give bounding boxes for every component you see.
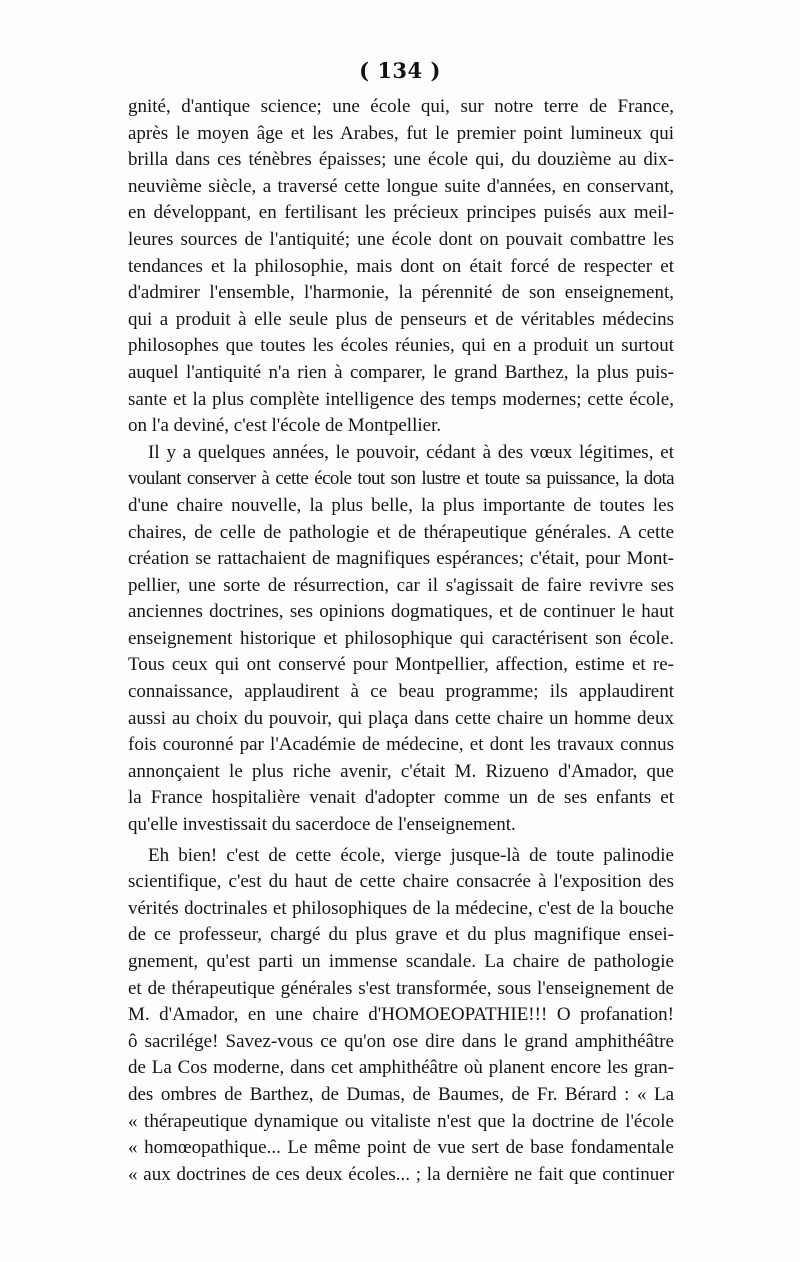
text-line: Il y a quelques années, le pouvoir, cédant à des vœux légitimes, et [148, 441, 674, 463]
text-line: ô sacrilége! Savez-vous ce qu'on ose dire dans le grand amphithéâtre [128, 1030, 674, 1052]
text-line: vérités doctrinales et philosophiques de la médecine, c'est de la bouche [128, 897, 674, 919]
text-line: sante et la plus complète intelligence des temps modernes; cette école, [128, 388, 674, 410]
text-line: et de thérapeutique générales s'est transformée, sous l'enseignement de [128, 977, 674, 999]
text-line: en développant, en fertilisant les précieux principes puisés aux meil- [128, 202, 674, 224]
paragraph-1 [128, 94, 674, 440]
text-line: « homœopathique... Le même point de vue sert de base fondamentale [128, 1137, 674, 1159]
text-line: enseignement historique et philosophique qui caractérisent son école. [128, 627, 674, 649]
text-line: gnité, d'antique science; une école qui, sur notre terre de France, [128, 96, 674, 117]
text-line: scientifique, c'est du haut de cette chaire consacrée à l'exposition des [128, 871, 674, 893]
text-line: chaires, de celle de pathologie et de thérapeutique générales. A cette [128, 521, 674, 543]
body-text [128, 94, 674, 1188]
text-line: pellier, une sorte de résurrection, car il s'agissait de faire revivre ses [128, 574, 674, 596]
paragraph-2 [128, 440, 674, 839]
page-number: ( 134 ) [359, 58, 441, 83]
text-line: aussi au choix du pouvoir, qui plaça dans cette chaire un homme deux [128, 707, 674, 729]
text-line: philosophes que toutes les écoles réunies, qui en a produit un surtout [128, 335, 674, 357]
text-line: fois couronné par l'Académie de médecine, et dont les travaux connus [128, 734, 674, 756]
text-line: Tous ceux qui ont conservé pour Montpellier, affection, estime et re- [128, 654, 674, 676]
text-line: on l'a deviné, c'est l'école de Montpellier. [128, 415, 442, 437]
text-line: des ombres de Barthez, de Dumas, de Baumes, de Fr. Bérard : « La [128, 1083, 674, 1105]
text-line: la France hospitalière venait d'adopter comme un de ses enfants et [128, 787, 674, 809]
text-line: neuvième siècle, a traversé cette longue suite d'années, en conservant, [128, 175, 674, 197]
text-line: gnement, qu'est parti un immense scandale. La chaire de pathologie [128, 951, 674, 972]
text-line: de La Cos moderne, dans cet amphithéâtre où planent encore les gran- [128, 1057, 674, 1079]
text-line: auquel l'antiquité n'a rien à comparer, le grand Barthez, la plus puis- [128, 361, 674, 383]
text-line: qu'elle investissait du sacerdoce de l'enseignement. [128, 814, 516, 836]
text-line: d'admirer l'ensemble, l'harmonie, la pérennité de son enseignement, [128, 282, 674, 304]
text-line: « aux doctrines de ces deux écoles... ; la dernière ne fait que continuer [128, 1163, 674, 1185]
text-line: connaissance, applaudirent à ce beau programme; ils applaudirent [128, 681, 674, 703]
text-line: anciennes doctrines, ses opinions dogmatiques, et de continuer le haut [128, 601, 674, 623]
text-line: d'une chaire nouvelle, la plus belle, la plus importante de toutes les [128, 494, 674, 516]
text-line: Eh bien! c'est de cette école, vierge jusque-là de toute palinodie [148, 844, 674, 866]
text-line: brilla dans ces ténèbres épaisses; une école qui, du douzième au dix- [128, 149, 674, 171]
text-line: tendances et la philosophie, mais dont on était forcé de respecter et [128, 255, 674, 277]
text-line: création se rattachaient de magnifiques espérances; c'était, pour Mont- [128, 548, 674, 570]
text-line: après le moyen âge et les Arabes, fut le premier point lumineux qui [128, 122, 674, 144]
text-line: « thérapeutique dynamique ou vitaliste n'est que la doctrine de l'école [128, 1110, 674, 1132]
text-line: M. d'Amador, en une chaire d'HOMOEOPATHIE!!! O profanation! [128, 1004, 674, 1026]
text-line: annonçaient le plus riche avenir, c'était M. Rizueno d'Amador, que [128, 760, 674, 782]
text-line: leures sources de l'antiquité; une école dont on pouvait combattre les [128, 228, 674, 250]
text-line: qui a produit à elle seule plus de penseurs et de véritables médecins [128, 308, 674, 330]
text-line: de ce professeur, chargé du plus grave et du plus magnifique ensei- [128, 924, 674, 946]
text-line: voulant conserver à cette école tout son lustre et toute sa puissance, la dota [128, 468, 674, 490]
paragraph-3 [128, 843, 674, 1189]
